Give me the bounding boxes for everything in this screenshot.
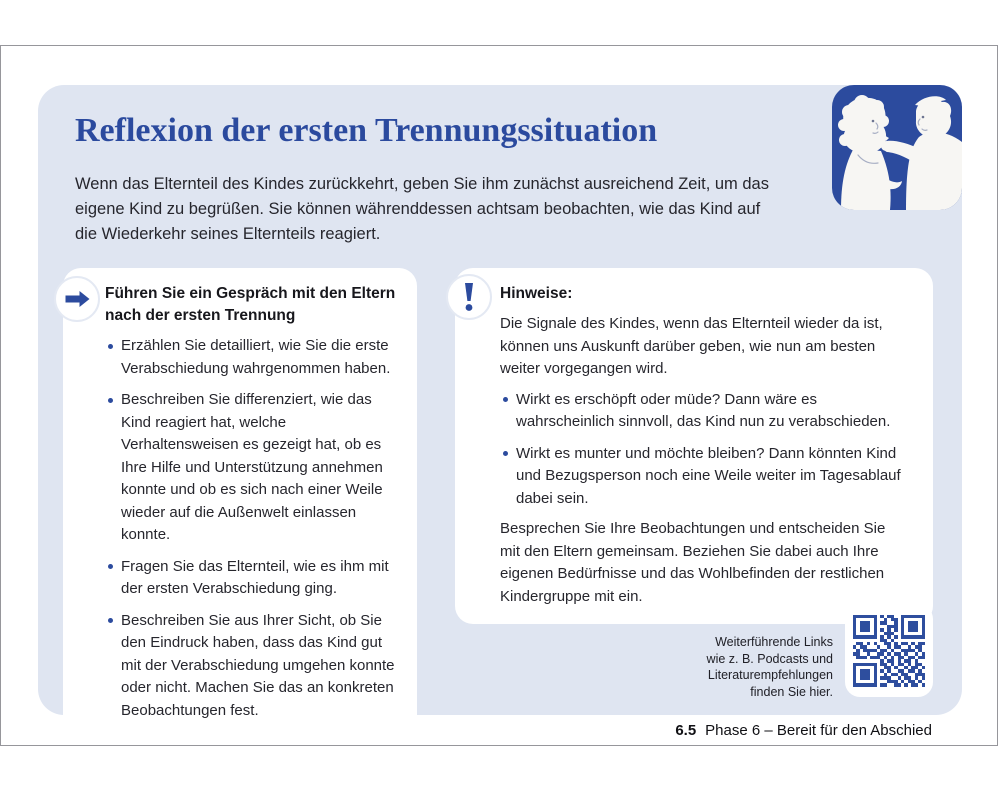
qr-caption-line: finden Sie hier. — [750, 684, 833, 699]
list-item: Wirkt es munter und möchte bleiben? Dann könnten Kind und Bezugsperson noch eine Weile weiter im Tagesablauf dabei sein. — [500, 443, 907, 511]
discussion-bullet-list — [105, 335, 405, 722]
discussion-card — [63, 268, 417, 740]
intro-paragraph: Wenn das Elternteil des Kindes zurückkehrt, geben Sie ihm zunächst ausreichend Zeit, um das eigene Kind zu begrüßen. Sie können währenddessen achtsam beobachten, wie das Kind auf die Wiederkehr seines Elternteils reagiert. — [75, 175, 769, 243]
qr-code-box — [845, 604, 933, 697]
discussion-card-heading: Führen Sie ein Gespräch mit den Eltern nach der ersten Trennung — [105, 285, 396, 324]
page-title: Reflexion der ersten Trennungssituation — [75, 112, 658, 149]
list-item: Beschreiben Sie differenziert, wie das Kind reagiert hat, welche Verhaltensweisen es gezeigt hat, ob es Ihre Hilfe und Unterstützung annehmen konnte und ob es sich nach einer Weile wieder auf die Außenwelt einlassen konnte. — [105, 389, 405, 547]
hints-outro: Besprechen Sie Ihre Beobachtungen und entscheiden Sie mit den Eltern gemeinsam. Beziehen Sie dabei auch Ihre eigenen Bedürfnisse und das Wohlbefinden der restlichen Kindergruppe mit ein. — [500, 520, 886, 605]
exclamation-icon — [463, 282, 475, 312]
list-item: Erzählen Sie detailliert, wie Sie die erste Verabschiedung wahrgenommen haben. — [105, 335, 405, 380]
qr-caption-line: Literaturempfehlungen — [707, 668, 833, 682]
arrow-badge — [54, 276, 100, 322]
illustration-graphic — [832, 85, 962, 210]
qr-code — [853, 615, 925, 687]
hints-intro: Die Signale des Kindes, wenn das Elternteil wieder da ist, können uns Auskunft darüber geben, wie nun am besten weiter vorgegangen wird. — [500, 315, 883, 377]
page-footer — [675, 722, 932, 739]
section-title: Phase 6 – Bereit für den Abschied — [705, 722, 932, 739]
list-item: Fragen Sie das Elternteil, wie es ihm mit der ersten Verabschiedung ging. — [105, 556, 405, 601]
list-item: Wirkt es erschöpft oder müde? Dann wäre es wahrscheinlich sinnvoll, das Kind nun zu verabschieden. — [500, 389, 907, 434]
arrow-right-icon — [64, 290, 91, 308]
qr-caption — [653, 634, 833, 700]
list-item: Beschreiben Sie aus Ihrer Sicht, ob Sie den Eindruck haben, dass das Kind gut mit der Verabschiedung umgehen konnte oder nicht. Machen Sie das an konkreten Beobachtungen fest. — [105, 610, 405, 723]
hints-bullet-list — [500, 389, 907, 511]
exclamation-badge — [446, 274, 492, 320]
qr-caption-line: Weiterführende Links — [715, 635, 833, 649]
qr-caption-line: wie z. B. Podcasts und — [706, 651, 833, 666]
two-people-talking-illustration — [832, 85, 962, 210]
section-number: 6.5 — [675, 722, 697, 739]
hints-card-heading: Hinweise: — [500, 285, 573, 302]
hints-card — [455, 268, 933, 624]
